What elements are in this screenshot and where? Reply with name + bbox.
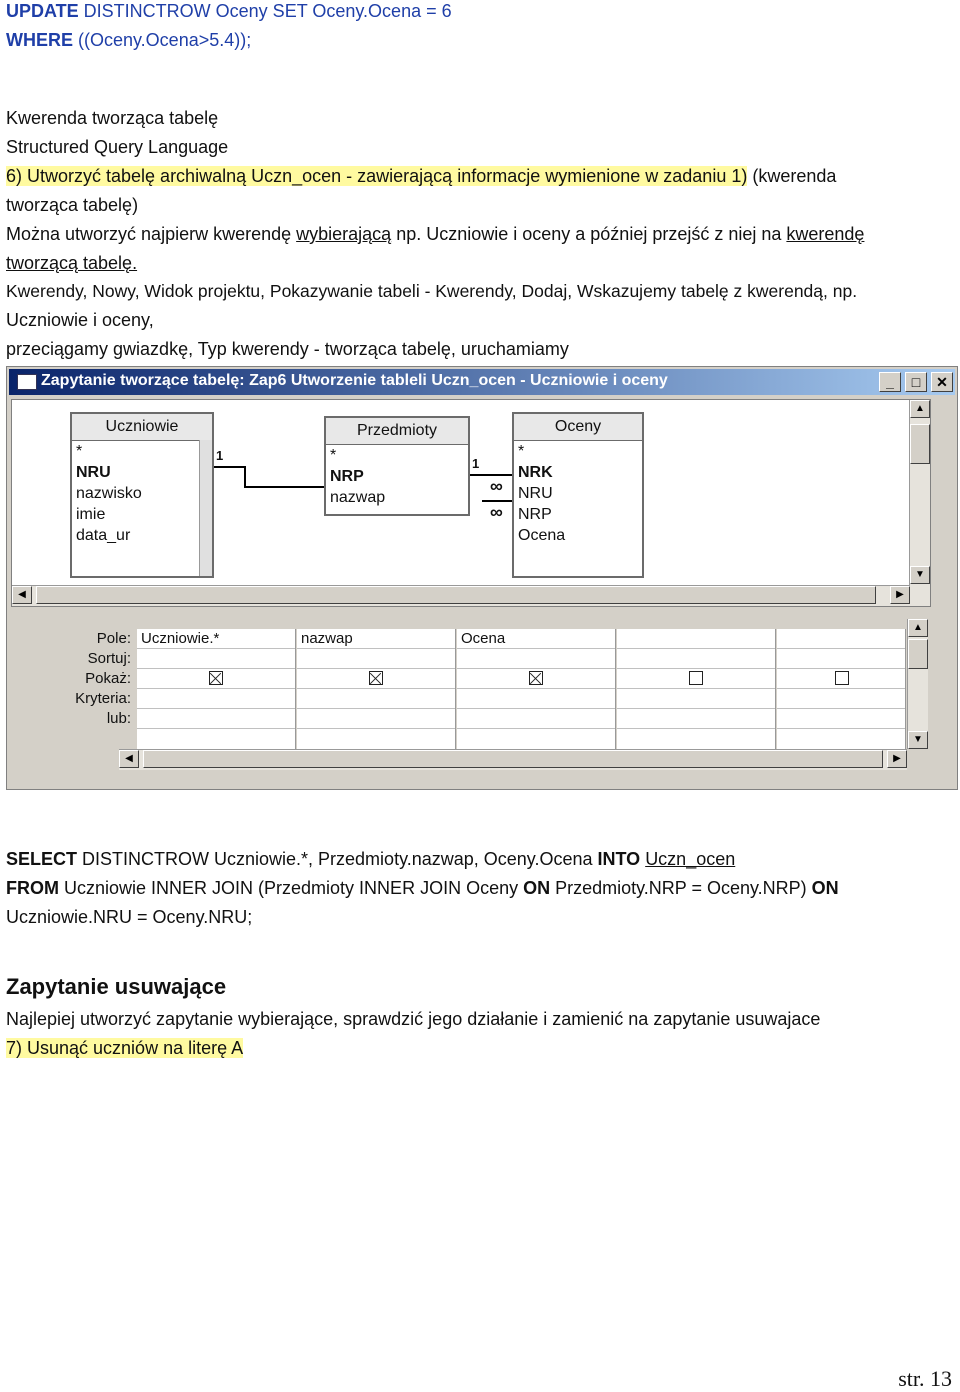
relationship-line	[214, 466, 244, 468]
paragraph-2-line-3: przeciągamy gwiazdkę, Typ kwerendy - tworząca tabelę, uruchamiamy	[6, 339, 569, 359]
paragraph-1-line-2	[6, 252, 137, 274]
grid-show-cell	[297, 669, 455, 689]
relationship-line	[244, 466, 246, 486]
show-checkbox[interactable]	[529, 671, 543, 685]
grid-sort-cell[interactable]	[777, 649, 905, 669]
field[interactable]: *	[330, 447, 337, 464]
table-title: Oceny	[514, 414, 642, 441]
sql-keyword: ON	[523, 878, 551, 898]
grid-field-cell[interactable]: nazwap	[297, 629, 455, 649]
grid-criteria-cell[interactable]	[617, 689, 775, 709]
link-tworzaca-tabele[interactable]: tworzącą tabelę.	[6, 253, 138, 273]
grid-column-3	[457, 629, 616, 761]
p1-text: Można utworzyć najpierw kwerendę	[6, 224, 297, 244]
grid-show-cell	[777, 669, 905, 689]
grid-horizontal-scrollbar[interactable]	[119, 749, 907, 770]
relationship-one-label: 1	[472, 456, 480, 471]
scroll-thumb[interactable]	[910, 424, 930, 464]
window-title: Zapytanie tworzące tabelę: Zap6 Utworzenie tableli Uczn_ocen - Uczniowie i oceny	[41, 372, 668, 389]
grid-label-field: Pole:	[96, 630, 131, 647]
field[interactable]: data_ur	[76, 527, 131, 544]
field[interactable]: imie	[76, 506, 106, 523]
scroll-down-icon[interactable]: ▼	[908, 731, 928, 749]
scroll-right-icon[interactable]: ▶	[890, 586, 910, 604]
page-number: str. 13	[898, 1366, 952, 1391]
pane-horizontal-scrollbar[interactable]	[12, 585, 910, 606]
sql-keyword: ON	[811, 878, 839, 898]
sql-into-target: Uczn_ocen	[645, 849, 736, 869]
table-pane	[11, 399, 931, 607]
query-icon	[17, 374, 37, 390]
grid-vertical-scrollbar[interactable]	[907, 619, 928, 749]
task-6	[6, 165, 836, 187]
field[interactable]: *	[518, 443, 525, 460]
window-titlebar	[9, 369, 955, 395]
field[interactable]: *	[76, 443, 83, 460]
paragraph-2-line-1: Kwerendy, Nowy, Widok projektu, Pokazywanie tabeli - Kwerendy, Dodaj, Wskazujemy tabelę z kwerendą, np.	[6, 281, 858, 301]
show-checkbox[interactable]	[369, 671, 383, 685]
table-oceny[interactable]	[512, 412, 644, 578]
grid-show-cell	[457, 669, 615, 689]
grid-or-cell[interactable]	[457, 709, 615, 729]
table-title: Przedmioty	[326, 418, 468, 445]
scroll-up-icon[interactable]: ▲	[908, 619, 928, 637]
table-przedmioty[interactable]	[324, 416, 470, 516]
scroll-right-icon[interactable]: ▶	[887, 750, 907, 768]
grid-column-4	[617, 629, 776, 761]
relationship-one-label: 1	[216, 448, 224, 463]
section-subtitle: Structured Query Language	[6, 137, 229, 157]
query-design-window	[6, 366, 958, 790]
show-checkbox[interactable]	[689, 671, 703, 685]
show-checkbox[interactable]	[209, 671, 223, 685]
sql-keyword: UPDATE	[6, 1, 79, 21]
sql-text: DISTINCTROW Uczniowie.*, Przedmioty.nazwap, Oceny.Ocena	[77, 849, 598, 869]
grid-field-cell[interactable]: Uczniowie.*	[137, 629, 295, 649]
minimize-button[interactable]: _	[879, 372, 901, 392]
sql-select-line-1	[6, 848, 735, 870]
grid-criteria-cell[interactable]	[297, 689, 455, 709]
grid-column-5	[777, 629, 906, 761]
field[interactable]: NRU	[518, 485, 553, 502]
grid-criteria-cell[interactable]	[457, 689, 615, 709]
sql-select-line-3: Uczniowie.NRU = Oceny.NRU;	[6, 907, 253, 927]
grid-label-sort: Sortuj:	[87, 650, 131, 667]
p1-text: np. Uczniowie i oceny a później przejść z niej na	[391, 224, 787, 244]
grid-sort-cell[interactable]	[617, 649, 775, 669]
grid-sort-cell[interactable]	[137, 649, 295, 669]
table-scrollbar[interactable]	[199, 440, 212, 576]
sql-text: Przedmioty.NRP = Oceny.NRP)	[550, 878, 812, 898]
section-title-delete: Zapytanie usuwające	[6, 974, 227, 999]
scroll-thumb[interactable]	[36, 586, 876, 604]
field[interactable]: nazwisko	[76, 485, 142, 502]
grid-field-cell[interactable]: Ocena	[457, 629, 615, 649]
field[interactable]: nazwap	[330, 489, 386, 506]
grid-column-2	[297, 629, 456, 761]
grid-sort-cell[interactable]	[457, 649, 615, 669]
relationship-many-label: ∞	[490, 476, 503, 496]
sql-keyword: FROM	[6, 878, 59, 898]
relationship-many-label: ∞	[490, 502, 503, 522]
field[interactable]: NRP	[518, 506, 552, 523]
grid-column-1	[137, 629, 296, 761]
show-checkbox[interactable]	[835, 671, 849, 685]
scroll-down-icon[interactable]: ▼	[910, 566, 930, 584]
scroll-up-icon[interactable]: ▲	[910, 400, 930, 418]
field[interactable]: Ocena	[518, 527, 566, 544]
task-7-highlight: 7) Usunąć uczniów na literę A	[6, 1038, 244, 1058]
grid-or-cell[interactable]	[137, 709, 295, 729]
task-7	[6, 1037, 243, 1059]
close-button[interactable]: ✕	[931, 372, 953, 392]
link-wybierajaca[interactable]: wybierającą	[296, 224, 392, 244]
grid-or-cell[interactable]	[777, 709, 905, 729]
scroll-left-icon[interactable]: ◀	[12, 586, 32, 604]
grid-show-cell	[137, 669, 295, 689]
sql-text: Uczniowie INNER JOIN (Przedmioty INNER JOIN Oceny	[59, 878, 524, 898]
grid-label-show: Pokaż:	[85, 670, 131, 687]
pane-vertical-scrollbar[interactable]	[909, 400, 930, 606]
grid-label-or: lub:	[106, 710, 131, 727]
paragraph-1-line-1	[6, 223, 864, 245]
grid-label-criteria: Kryteria:	[75, 690, 131, 707]
sql-keyword: WHERE	[6, 30, 73, 50]
design-grid	[11, 619, 929, 769]
grid-criteria-cell[interactable]	[777, 689, 905, 709]
grid-criteria-cell[interactable]	[137, 689, 295, 709]
task-6-rest-line: tworząca tabelę)	[6, 195, 139, 215]
maximize-button[interactable]: □	[905, 372, 927, 392]
sql-select-line-2	[6, 877, 839, 899]
field[interactable]: NRP	[330, 468, 364, 485]
grid-or-cell[interactable]	[297, 709, 455, 729]
paragraph-delete: Najlepiej utworzyć zapytanie wybierające, sprawdzić jego działanie i zamienić na zapytanie usuwajace	[6, 1009, 821, 1029]
grid-show-cell	[617, 669, 775, 689]
field[interactable]: NRU	[76, 464, 111, 481]
sql-text: ((Oceny.Ocena>5.4));	[73, 30, 252, 50]
scroll-left-icon[interactable]: ◀	[119, 750, 139, 768]
relationship-line	[244, 486, 324, 488]
table-title: Uczniowie	[72, 414, 212, 441]
scroll-thumb[interactable]	[143, 750, 883, 768]
table-uczniowie[interactable]	[70, 412, 214, 578]
field[interactable]: NRK	[518, 464, 553, 481]
grid-or-cell[interactable]	[617, 709, 775, 729]
task-6-highlight: 6) Utworzyć tabelę archiwalną Uczn_ocen - zawierającą informacje wymienione w zadaniu 1)	[6, 166, 748, 186]
grid-sort-cell[interactable]	[297, 649, 455, 669]
sql-keyword: SELECT	[6, 849, 78, 869]
paragraph-2-line-2: Uczniowie i oceny,	[6, 310, 154, 330]
link-kwerende[interactable]: kwerendę	[786, 224, 865, 244]
grid-field-cell[interactable]	[617, 629, 775, 649]
scroll-thumb[interactable]	[908, 639, 928, 669]
sql-keyword: INTO	[597, 849, 641, 869]
grid-field-cell[interactable]	[777, 629, 905, 649]
sql-text: DISTINCTROW Oceny SET Oceny.Ocena = 6	[78, 1, 452, 21]
sql-update-line-1	[6, 0, 452, 22]
sql-update-line-2	[6, 29, 251, 51]
task-6-rest: (kwerenda	[747, 166, 837, 186]
section-title-create: Kwerenda tworząca tabelę	[6, 108, 219, 128]
